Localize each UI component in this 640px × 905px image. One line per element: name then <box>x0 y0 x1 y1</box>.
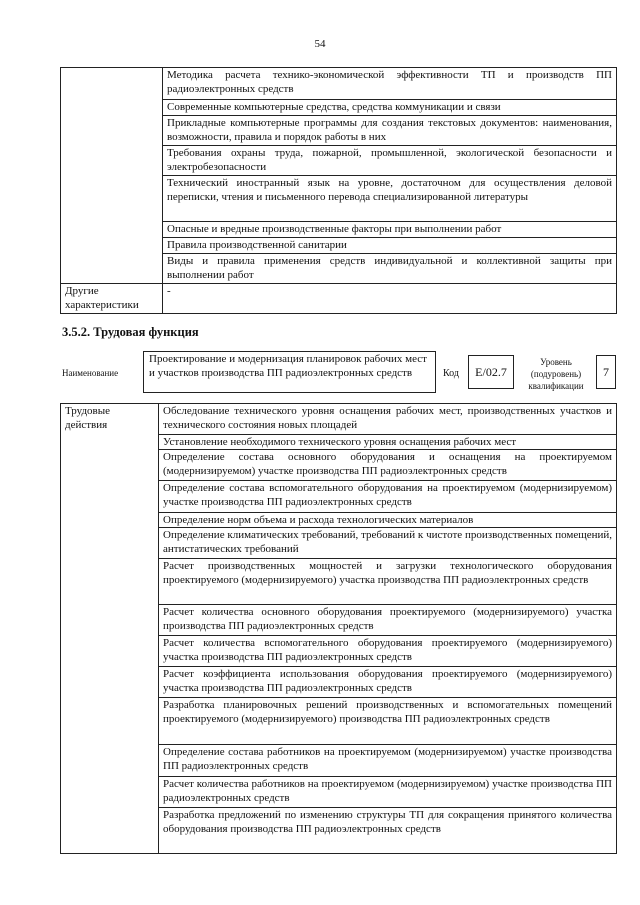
table-cell: Методика расчета технико-экономической эффективности ТП и производств ПП радиоэлектронных средств <box>163 68 617 100</box>
table-cell: Определение климатических требований, требований к чистоте производственных помещений, антистатических требований <box>159 528 617 559</box>
table-cell: Расчет количества основного оборудования проектируемого (модернизируемого) участка производства ПП радиоэлектронных средств <box>159 605 617 636</box>
table-cell: Опасные и вредные производственные факторы при выполнении работ <box>163 222 617 238</box>
table-cell: Расчет количества вспомогательного оборудования проектируемого (модернизируемого) участка производства ПП радиоэлектронных средств <box>159 636 617 667</box>
knowledge-table <box>60 67 617 314</box>
empty-label-cell <box>61 68 163 284</box>
qualification-level-label: Уровень (подуровень) квалификации <box>528 357 584 391</box>
table-cell: Разработка предложений по изменению структуры ТП для сокращения принятого количества оборудования производства ПП радиоэлектронных средств <box>159 808 617 854</box>
table-cell: Определение норм объема и расхода технологических материалов <box>159 513 617 528</box>
table-cell: Технический иностранный язык на уровне, достаточном для осуществления деловой переписки, чтения и письменного перевода специализированной литературы <box>163 176 617 222</box>
other-characteristics-label: Другие характеристики <box>61 284 163 314</box>
code-value-box: E/02.7 <box>468 355 514 389</box>
code-label: Код <box>443 368 459 379</box>
function-name-box: Проектирование и модернизация планировок рабочих мест и участков производства ПП радиоэлектронных средств <box>143 351 436 393</box>
page-number: 54 <box>314 38 326 50</box>
table-cell: Определение состава основного оборудования и оснащения на проектируемом (модернизируемом) участке производства ПП радиоэлектронных средств <box>159 450 617 481</box>
table-cell: Определение состава вспомогательного оборудования на проектируемом (модернизируемом) участке производства ПП радиоэлектронных средств <box>159 481 617 513</box>
table-cell: Установление необходимого технического уровня оснащения рабочих мест <box>159 435 617 450</box>
table-cell: Обследование технического уровня оснащения рабочих мест, производственных участков и технического состояния новых площадей <box>159 404 617 435</box>
labor-actions-label: Трудовые действия <box>61 404 159 854</box>
name-label: Наименование <box>62 368 119 378</box>
table-cell: Правила производственной санитарии <box>163 238 617 254</box>
section-title: 3.5.2. Трудовая функция <box>62 325 199 339</box>
table-cell: Расчет коэффициента использования оборудования проектируемого (модернизируемого) участка производства ПП радиоэлектронных средств <box>159 667 617 698</box>
table-cell: Прикладные компьютерные программы для создания текстовых документов: наименования, возможности, правила и порядок работы в них <box>163 116 617 146</box>
table-cell: Требования охраны труда, пожарной, промышленной, экологической безопасности и электробезопасности <box>163 146 617 176</box>
labor-actions-table <box>60 403 617 854</box>
qualification-level-box: 7 <box>596 355 616 389</box>
table-cell: Разработка планировочных решений производственных и вспомогательных помещений проектируемого (модернизируемого) производства ПП радиоэлектронных средств <box>159 698 617 745</box>
table-cell: Определение состава работников на проектируемом (модернизируемом) участке производства ПП радиоэлектронных средств <box>159 745 617 777</box>
other-characteristics-value: - <box>163 284 617 314</box>
table-cell: Виды и правила применения средств индивидуальной и коллективной защиты при выполнении работ <box>163 254 617 284</box>
table-cell: Современные компьютерные средства, средства коммуникации и связи <box>163 100 617 116</box>
table-cell: Расчет количества работников на проектируемом (модернизируемом) участке производства ПП радиоэлектронных средств <box>159 777 617 808</box>
table-cell: Расчет производственных мощностей и загрузки технологического оборудования проектируемого (модернизируемого) участка производства ПП радиоэлектронных средств <box>159 559 617 605</box>
